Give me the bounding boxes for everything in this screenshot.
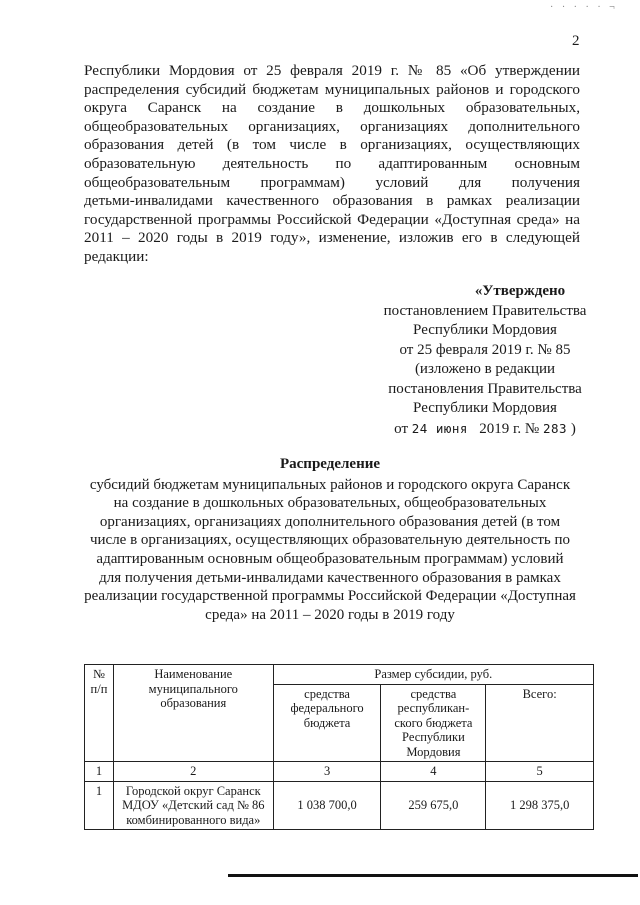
intro-line: образовательную деятельность по адаптированным основным (84, 154, 580, 172)
approval-line: постановления Правительства (388, 380, 582, 397)
approval-stamp-date: 24 июня (411, 420, 468, 436)
header-republic: средства республикан-ского бюджета Республики Мордовия (381, 684, 486, 762)
approval-line: от 25 февраля 2019 г. № 85 (399, 341, 571, 358)
row-total: 1 298 375,0 (486, 781, 594, 830)
approval-date-suffix: ) (570, 420, 576, 437)
approval-header: «Утверждено (474, 283, 566, 299)
approval-stamp-number: 283 (543, 420, 568, 436)
distribution-line: числе в организациях, осуществляющих образовательную деятельность по (89, 532, 571, 549)
approval-date-mid: 2019 г. № (479, 420, 540, 437)
table-header-row (85, 665, 594, 685)
header-num: № п/п (85, 665, 114, 762)
row-federal: 1 038 700,0 (273, 781, 381, 830)
row-num: 1 (85, 781, 114, 830)
header-total: Всего: (486, 684, 594, 762)
intro-line: общеобразовательным программам) условий для получения (84, 173, 580, 191)
page-number: 2 (572, 33, 580, 49)
distribution-line: субсидий бюджетам муниципальных районов и городского округа Саранск (89, 476, 571, 493)
approval-line: (изложено в редакции (414, 361, 556, 377)
approval-line: Республики Мордовия (413, 400, 557, 416)
intro-line: государственной программы Российской Федерации «Доступная среда» на (84, 210, 580, 228)
intro-paragraph (84, 62, 580, 267)
intro-line: округа Саранск на создание в дошкольных образовательных, (84, 99, 580, 117)
intro-line: 2011 – 2020 годы в 2019 году», изменение, изложив его в следующей (84, 229, 580, 247)
distribution-line: на создание в дошкольных образовательных, общеобразовательных (113, 495, 547, 512)
distribution-line: адаптированным основным общеобразовательным программам) условий (96, 550, 564, 567)
distribution-title: Распределение (279, 456, 381, 472)
distribution-line: среда» на 2011 – 2020 годы в 2019 году (205, 606, 455, 623)
approval-line: Республики Мордовия (413, 322, 557, 338)
distribution-line: для получения детьми-инвалидами качественного образования в рамках (99, 569, 561, 586)
header-name: Наименование муниципального образования (113, 665, 273, 762)
table-row (85, 781, 594, 830)
colnum-cell: 2 (113, 762, 273, 782)
colnum-cell: 1 (85, 762, 114, 782)
intro-line: редакции: (84, 247, 149, 265)
row-name: Городской округ Саранск МДОУ «Детский сад № 86 комбинированного вида» (113, 781, 273, 830)
intro-line: детьми-инвалидами качественного образования в рамках реализации (84, 192, 580, 210)
corner-mark: · · · · · ¬ (550, 2, 618, 13)
intro-line: Республики Мордовия от 25 февраля 2019 г. № 85 «Об утверждении (84, 62, 580, 79)
row-republic: 259 675,0 (381, 781, 486, 830)
distribution-line: организациях, организациях дополнительного образования детей (в том (99, 513, 561, 530)
header-size: Размер субсидии, руб. (273, 665, 593, 685)
colnum-cell: 4 (381, 762, 486, 782)
intro-line: общеобразовательных организациях, организациях дополнительного (84, 117, 580, 135)
approval-block (360, 282, 610, 439)
intro-line: распределения субсидий бюджетам муниципальных районов и городского (84, 80, 580, 98)
intro-line: образования детей (в том числе в организациях, осуществляющих (84, 136, 580, 154)
table-colnum-row (85, 762, 594, 782)
distribution-heading (70, 455, 590, 624)
approval-date-prefix: от (394, 420, 409, 437)
colnum-cell: 5 (486, 762, 594, 782)
subsidy-table (84, 664, 594, 830)
bottom-rule (228, 874, 638, 877)
colnum-cell: 3 (273, 762, 381, 782)
header-federal: средства федерального бюджета (273, 684, 381, 762)
distribution-line: реализации государственной программы Российской Федерации «Доступная (84, 588, 576, 605)
approval-date-line (360, 419, 610, 440)
approval-line: постановлением Правительства (383, 302, 587, 319)
